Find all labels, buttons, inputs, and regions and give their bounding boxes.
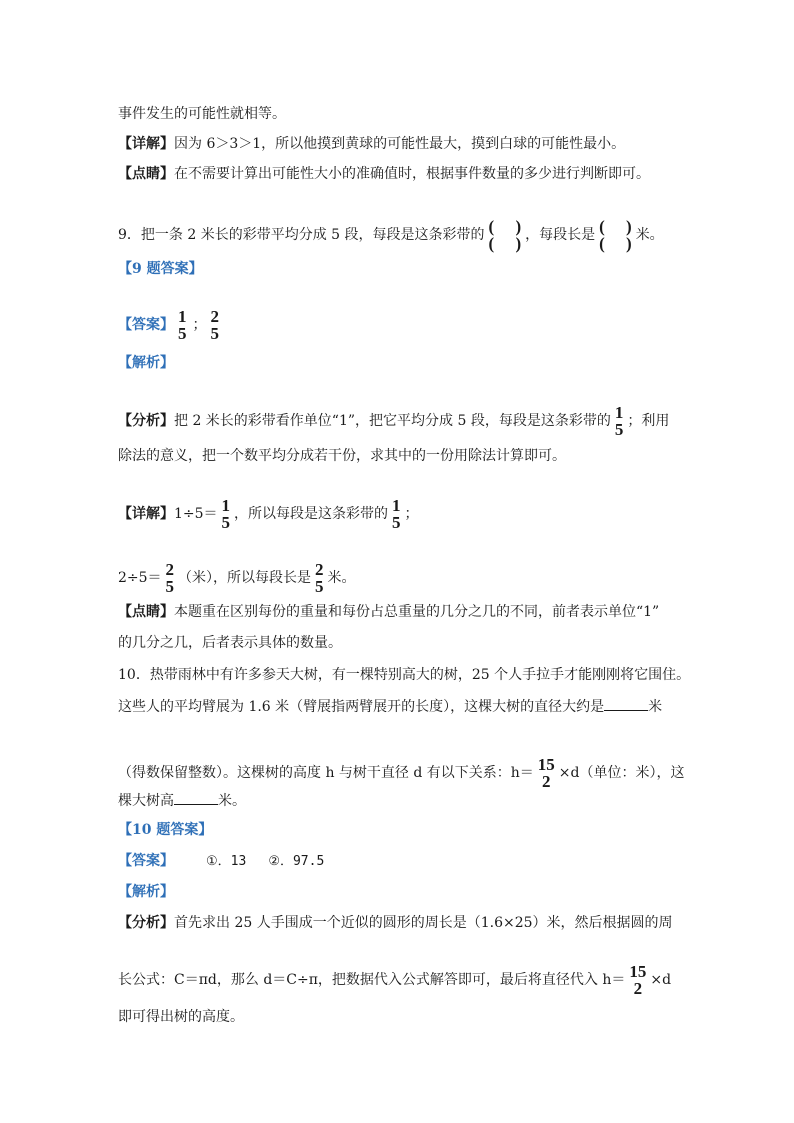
inline-fraction [613,404,626,438]
inline-fraction [536,756,557,790]
text-line [118,104,286,124]
dianjing-line-9b [118,633,342,653]
question-text: 棵大树高 [118,793,174,809]
inline-fraction [220,497,233,531]
inline-fraction [627,963,648,997]
denominator: 5 [221,513,231,532]
question-10-line2 [118,696,662,717]
paragraph-text: 即可得出树的高度。 [118,1009,244,1025]
numerator: 1 [392,496,401,515]
answer-value: ②．97.5 [268,854,325,869]
paragraph-text: ×d [650,972,672,988]
numerator: 1 [178,307,187,326]
paragraph-text: 米。 [327,570,356,586]
answer-tag: 【答案】 [118,853,174,869]
fenxi-line-9 [118,404,669,438]
xiangjie-line-9b [118,561,356,595]
question-text: 米。 [635,227,664,243]
blank-fraction [487,218,524,252]
analysis-header-10 [118,882,174,902]
answer-header-10 [118,820,212,840]
numerator: 15 [537,755,555,774]
answer-tag: 【答案】 [118,317,174,333]
question-10-line4 [118,790,246,811]
question-10-line3 [118,756,685,790]
inline-fraction [313,561,326,595]
denominator: 5 [210,324,219,343]
denominator: 5 [315,577,324,596]
paragraph-text: ；利用 [627,413,670,429]
question-text: （得数保留整数）。这棵树的高度 h 与树干直径 d 有以下关系：h＝ [118,765,534,781]
blank-fraction [597,218,634,252]
numerator: 1 [614,403,624,422]
question-10-line1 [118,665,690,685]
fenxi-line-10b [118,963,671,997]
answer-header-text: 【10 题答案】 [118,822,213,838]
denominator: 5 [178,324,187,343]
paragraph-text: 的几分之几，后者表示具体的数量。 [118,635,342,651]
paragraph-text: 事件发生的可能性就相等。 [118,106,286,122]
question-text: 9．把一条 2 米长的彩带平均分成 5 段，每段是这条彩带的 [118,227,485,243]
paragraph-text: 首先求出 25 人手围成一个近似的圆形的周长是（1.6×25）米，然后根据圆的周 [174,915,673,931]
question-text: ，每段长是 [525,227,596,243]
denominator: 2 [633,979,643,998]
comment-line [118,164,650,184]
paragraph-text: ； [404,506,419,522]
denominator: 2 [542,772,551,791]
answer-header-9 [118,259,203,279]
analysis-header-text: 【解析】 [118,355,174,371]
analysis-header-9 [118,353,174,373]
answer-line-9 [118,308,223,342]
inline-fraction [390,497,403,531]
answer-value: ①．13 [206,854,247,869]
paragraph-text: 因为 6＞3＞1，所以他摸到黄球的可能性最大，摸到白球的可能性最小。 [174,136,626,152]
answer-header-text: 【9 题答案】 [118,261,203,277]
paren-denominator: ( ) [599,234,632,253]
section-tag: 【详解】 [118,506,174,522]
paragraph-text: ，所以每段是这条彩带的 [234,506,389,522]
question-text: 米。 [218,793,246,809]
paragraph-text: 把 2 米长的彩带看作单位“1”，把它平均分成 5 段，每段是这条彩带的 [174,413,611,429]
paragraph-text: 2÷5＝ [118,570,162,586]
paragraph-text: （米），所以每段长是 [178,570,312,586]
paragraph-text: 本题重在区别每份的重量和每份占总重量的几分之几的不同，前者表示单位“1” [174,604,660,620]
numerator: 1 [221,496,231,515]
answer-line-10 [118,851,324,872]
paragraph-text: 除法的意义，把一个数平均分成若干份，求其中的一份用除法计算即可。 [118,448,566,464]
paragraph-text: 1÷5＝ [174,506,218,522]
answer-blank [174,790,218,805]
paragraph-text: 长公式：C＝πd，那么 d＝C÷π，把数据代入公式解答即可，最后将直径代入 h＝ [118,972,626,988]
paragraph-text: 在不需要计算出可能性大小的准确值时，根据事件数量的多少进行判断即可。 [174,166,650,182]
paren-numerator: ( ) [488,217,522,236]
numerator: 2 [165,560,175,579]
xiangjie-line-9 [118,497,419,531]
denominator: 5 [165,577,175,596]
section-tag: 【点睛】 [118,166,174,182]
question-text: 这些人的平均臂展为 1.6 米（臂展指两臂展开的长度），这棵大树的直径大约是 [118,699,605,715]
numerator: 15 [629,962,647,981]
analysis-header-text: 【解析】 [118,884,174,900]
question-text: ×d（单位：米），这 [558,765,685,781]
section-tag: 【分析】 [118,413,174,429]
dianjing-line-9 [118,602,659,622]
paren-denominator: ( ) [488,234,522,253]
question-9-stem [118,218,664,252]
answer-fraction [209,308,222,342]
numerator: 2 [210,307,219,326]
question-text: 米 [648,699,663,715]
question-text: 10．热带雨林中有许多参天大树，有一棵特别高大的树，25 个人手拉手才能刚刚将它围住。 [118,667,691,683]
section-tag: 【点睛】 [118,604,174,620]
fenxi-line-10 [118,913,673,933]
section-tag: 【详解】 [118,136,174,152]
denominator: 5 [392,513,401,532]
fenxi-line-10c [118,1007,244,1027]
fenxi-line-9b [118,446,566,466]
denominator: 5 [614,420,624,439]
numerator: 2 [315,560,324,579]
answer-fraction [176,308,189,342]
detail-line [118,134,625,154]
separator: ； [192,317,207,333]
inline-fraction [164,561,177,595]
section-tag: 【分析】 [118,915,174,931]
answer-blank [604,696,648,711]
paren-numerator: ( ) [599,217,632,236]
